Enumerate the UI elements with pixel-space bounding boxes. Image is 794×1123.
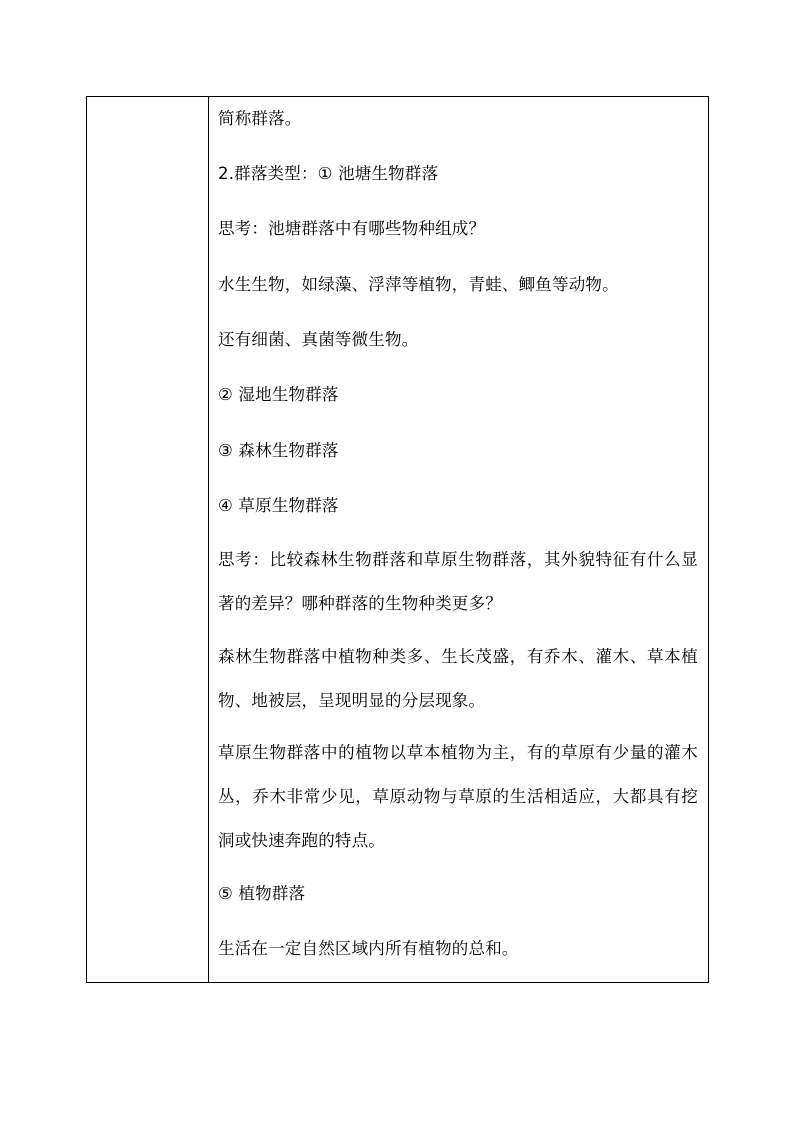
content-cell [209, 97, 709, 983]
paragraph-forest-description: 森林生物群落中植物种类多、生长茂盛，有乔木、灌木、草本植物、地被层，呈现明显的分层现象。 [218, 647, 698, 710]
paragraph-wetland: ② 湿地生物群落 [218, 385, 339, 404]
paragraph-forest: ③ 森林生物群落 [218, 441, 339, 460]
paragraph-microorganisms: 还有细菌、真菌等微生物。 [218, 330, 419, 349]
paragraph-aquatic-organisms: 水生生物，如绿藻、浮萍等植物，青蛙、鲫鱼等动物。 [218, 275, 619, 294]
paragraph-community-types: 2.群落类型：① 池塘生物群落 [218, 164, 439, 183]
left-column-cell [87, 97, 209, 983]
paragraph-plant-community: ⑤ 植物群落 [218, 884, 306, 903]
paragraph-short-name: 简称群落。 [218, 109, 302, 128]
paragraph-grassland: ④ 草原生物群落 [218, 496, 339, 515]
paragraph-question-compare: 思考：比较森林生物群落和草原生物群落，其外貌特征有什么显著的差异？哪种群落的生物种类更多？ [218, 550, 698, 613]
table-row [87, 97, 709, 983]
paragraph-grassland-description: 草原生物群落中的植物以草本植物为主，有的草原有少量的灌木丛，乔木非常少见，草原动物与草原的生活相适应，大都具有挖洞或快速奔跑的特点。 [218, 743, 698, 850]
paragraph-question-pond: 思考：池塘群落中有哪些物种组成？ [218, 219, 486, 238]
lesson-table [86, 96, 709, 983]
paragraph-plant-definition: 生活在一定自然区域内所有植物的总和。 [218, 939, 519, 958]
